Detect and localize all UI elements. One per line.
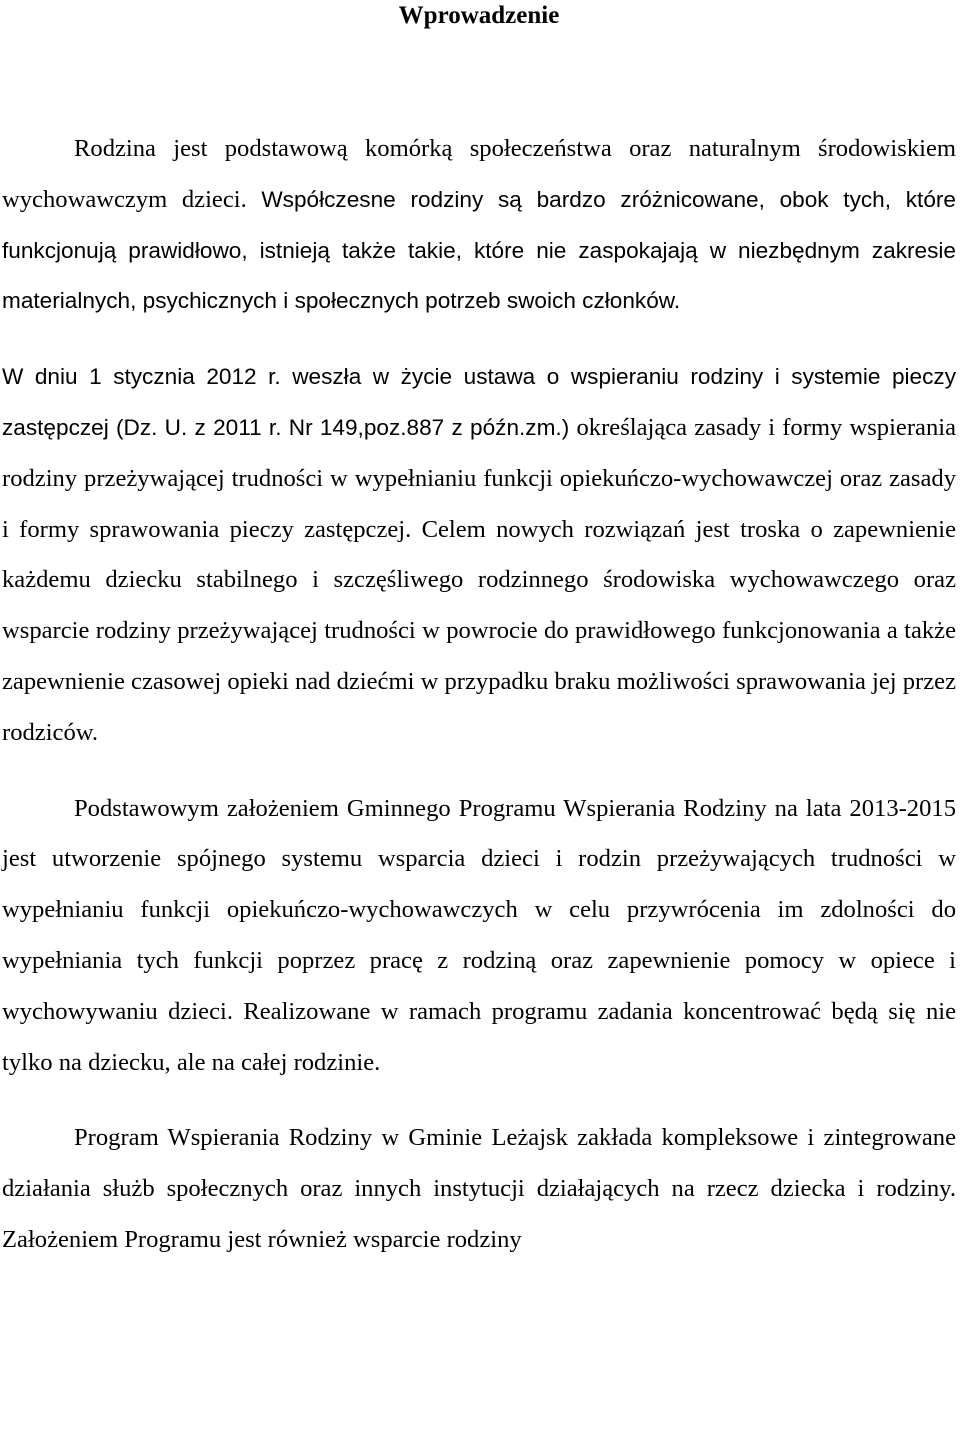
paragraph-act-part-2: określająca zasady i formy wspierania rodziny przeżywającej trudności w wypełnianiu funkcji opiekuńczo-wychowawczej oraz zasady i formy sprawowania pieczy zastępczej. Celem nowych rozwiązań jest troska o zapewnienie każdemu dziecku stabilnego i szczęśliwego rodzinnego środowiska wychowawczego oraz wsparcie rodziny przeżywającej trudności w powrocie do prawidłowego funkcjonowania a także zapewnienie czasowej opieki nad dziećmi w przypadku braku możliwości sprawowania jej przez rodziców. bbox=[2, 413, 956, 746]
paragraph-intro-part-1: Rodzina jest podstawową komórką społeczeństwa oraz naturalnym środowiskiem wychowawczym dzieci. bbox=[2, 135, 956, 213]
paragraph-program-goal: Podstawowym założeniem Gminnego Programu Wspierania Rodziny na lata 2013-2015 jest utworzenie spójnego systemu wsparcia dzieci i rodzin przeżywających trudności w wypełnianiu funkcji opiekuńczo-wychowawczych w celu przywrócenia im zdolności do wypełniania tych funkcji poprzez pracę z rodziną oraz zapewnienie pomocy w opiece i wychowywaniu dzieci. Realizowane w ramach programu zadania koncentrować będą się nie tylko na dziecku, ale na całej rodzinie. bbox=[2, 794, 956, 1076]
paragraph-intro-part-2: Współczesne rodziny są bardzo zróżnicowane, obok tych, które funkcjonują prawidłowo, istnieją także takie, które nie zaspokajają w niezbędnym zakresie materialnych, psychicznych i społecznych potrzeb swoich członków. bbox=[2, 186, 956, 314]
paragraph-act-part-1: W dniu 1 stycznia 2012 r. weszła w życie ustawa o wspieraniu rodziny i systemie pieczy zastępczej (Dz. U. z 2011 r. Nr 149,poz.887 z późn.zm.) bbox=[2, 364, 956, 440]
paragraph-program-scope: Program Wspierania Rodziny w Gminie Leżajsk zakłada kompleksowe i zintegrowane działania służb społecznych oraz innych instytucji działających na rzecz dziecka i rodziny. Założeniem Programu jest również wsparcie rodziny bbox=[2, 1124, 956, 1253]
document-title: Wprowadzenie bbox=[398, 2, 560, 29]
paragraph-intro bbox=[2, 124, 956, 327]
paragraph-act bbox=[2, 352, 956, 758]
